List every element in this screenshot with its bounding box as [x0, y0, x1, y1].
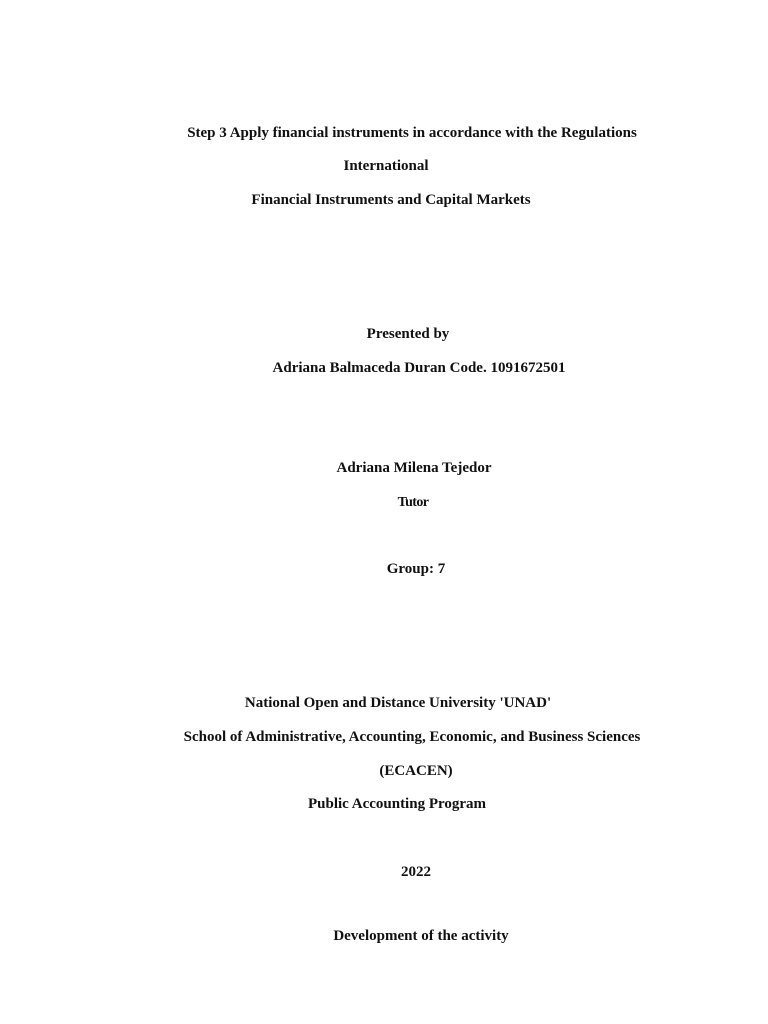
school-name: School of Administrative, Accounting, Economic, and Business Sciences	[183, 729, 641, 745]
university-name: National Open and Distance University 'UNAD'	[244, 695, 552, 711]
presented-by-label: Presented by	[366, 326, 450, 342]
title-line-1: Step 3 Apply financial instruments in accordance with the Regulations	[187, 125, 637, 141]
program-name: Public Accounting Program	[307, 796, 487, 812]
course-name: Financial Instruments and Capital Markets	[251, 192, 531, 208]
tutor-label: Tutor	[397, 495, 429, 510]
year: 2022	[401, 864, 431, 880]
title-line-2: International	[343, 158, 429, 174]
author-name: Adriana Balmaceda Duran Code. 1091672501	[272, 360, 566, 376]
section-heading: Development of the activity	[333, 928, 509, 944]
group-number: Group: 7	[386, 561, 446, 577]
school-abbreviation: (ECACEN)	[379, 763, 453, 779]
tutor-name: Adriana Milena Tejedor	[336, 460, 492, 476]
